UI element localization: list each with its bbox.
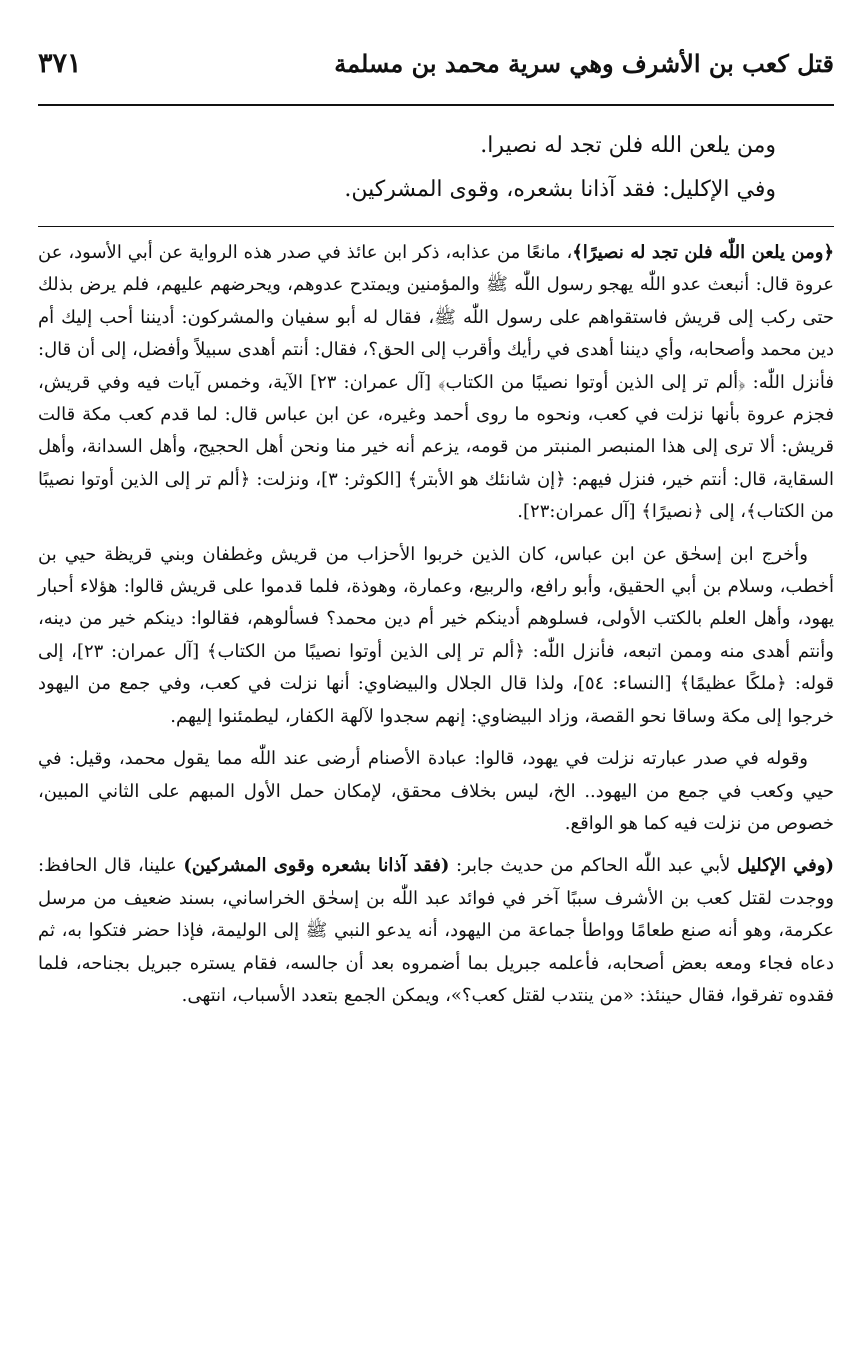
commentary [38, 237, 834, 1012]
page-number: ٣٧١ [38, 48, 82, 79]
quoted-phrase: (فقد آذانا بشعره وقوى المشركين) [183, 855, 450, 877]
quoted-phrase: ﴿ومن يلعن اللّٰه فلن تجد له نصيرًا﴾ [572, 242, 834, 263]
main-text [38, 106, 834, 212]
running-title: قتل كعب بن الأشرف وهي سرية محمد بن مسلمة [334, 49, 834, 78]
paragraph-text: ، مانعًا من عذابه، ذكر ابن عائذ في صدر هذه الرواية عن أبي الأسود، عن عروة قال: أنبعث عدو اللّٰه يهجو رسول اللّٰه ﷺ والمؤمنين ويمتدح عدوهم، ويحرضهم عليهم، فلم يرض بذلك حتى ركب إلى قريش فاستقواهم على رسول اللّٰه ﷺ، فقال له أبو سفيان والمشركون: أديننا أحب إليك أم دين محمد وأصحابه، وأي ديننا أهدى في رأيك وأقرب إلى الحق؟، فقال: أنتم أهدى سبيلاً وأفضل، إلى أن قال: فأنزل اللّٰه: ﴿ألم تر إلى الذين أوتوا نصيبًا من الكتاب﴾ [آل عمران: ٢٣] الآية، وخمس آيات فيه وفي قريش، فجزم عروة بأنها نزلت في كعب، ونحوه ما روى أحمد وغيره، عن ابن عباس قال: لما قدم كعب مكة قالت قريش: ألا ترى إلى هذا المنبصر المنبتر من قومه، يزعم أنه خير منا ونحن أهل الحجيج، وأهل السدانة، وأهل السقاية، قال: أنتم خير، فنزل فيهم: ﴿إن شانئك هو الأبتر﴾ [الكوثر: ٣]، ونزلت: ﴿ألم تر إلى الذين أوتوا نصيبًا من الكتاب﴾، إلى ﴿نصيرًا﴾ [آل عمران:٢٣]. [38, 242, 834, 523]
commentary-paragraph [38, 850, 834, 1012]
text-separator [38, 226, 834, 227]
commentary-paragraph: وقوله في صدر عبارته نزلت في يهود، قالوا: عبادة الأصنام أرضى عند اللّٰه مما يقول محمد، وقيل: في حيي وكعب في جمع من اليهود.. الخ، ليس بخلاف محقق، لإمكان حمل الأول المبهم على الثاني المبين، خصوص من نزلت فيه كما هو الواقع. [38, 748, 834, 834]
running-head [38, 48, 834, 100]
paragraph-text: لأبي عبد اللّٰه الحاكم من حديث جابر: [449, 855, 738, 877]
commentary-paragraph [38, 237, 834, 529]
paragraph-text: علينا، قال الحافظ: ووجدت لقتل كعب بن الأشرف سببًا آخر في فوائد عبد اللّٰه بن إسحٰق الخراساني، بسند ضعيف من مرسل عكرمة، وهو أنه صنع طعامًا وواطأ جماعة من اليهود، أنه يدعو النبي ﷺ إلى الوليمة، فإذا حضر فتكوا به، ثم دعاه فجاء ومعه بعض أصحابه، فأعلمه جبريل بما أضمروه بعد أن جالسه، فقام يستره جبريل بجناحه، فلما فقدوه تفرقوا، فقال حينئذ: «من ينتدب لقتل كعب؟»، ويمكن الجمع بتعدد الأسباب، انتهى. [38, 855, 834, 1006]
commentary-paragraph: وأخرج ابن إسحٰق عن ابن عباس، كان الذين خربوا الأحزاب من قريش وغطفان وبني قريظة حيي بن أخطب، وسلام بن أبي الحقيق، وأبو رافع، والربيع، وعمارة، وهوذة، فلما قدموا على قريش قالوا: هؤلاء أحبار يهود، وأهل العلم بالكتب الأولى، فسلوهم أدينكم خير أم دين محمد؟ فسألوهم، فقالوا: دينكم خير من دينه، وأنتم أهدى منه وممن اتبعه، فأنزل اللّٰه: ﴿ألم تر إلى الذين أوتوا نصيبًا من الكتاب﴾ [آل عمران: ٢٣]، إلى قوله: ﴿ملكًا عظيمًا﴾ [النساء: ٥٤]، ولذا قال الجلال والبيضاوي: أنها نزلت في كعب، وفي جمع من اليهود خرجوا إلى مكة وساقا نحو القصة، وزاد البيضاوي: إنهم سجدوا لآلهة الكفار، ليطمئنوا إليهم. [38, 543, 834, 727]
quoted-phrase: (وفي الإكليل [737, 855, 834, 877]
main-text-line: وفي الإكليل: فقد آذانا بشعره، وقوى المشركين. [344, 177, 776, 202]
main-text-line: ومن يلعن الله فلن تجد له نصيرا. [480, 133, 776, 158]
